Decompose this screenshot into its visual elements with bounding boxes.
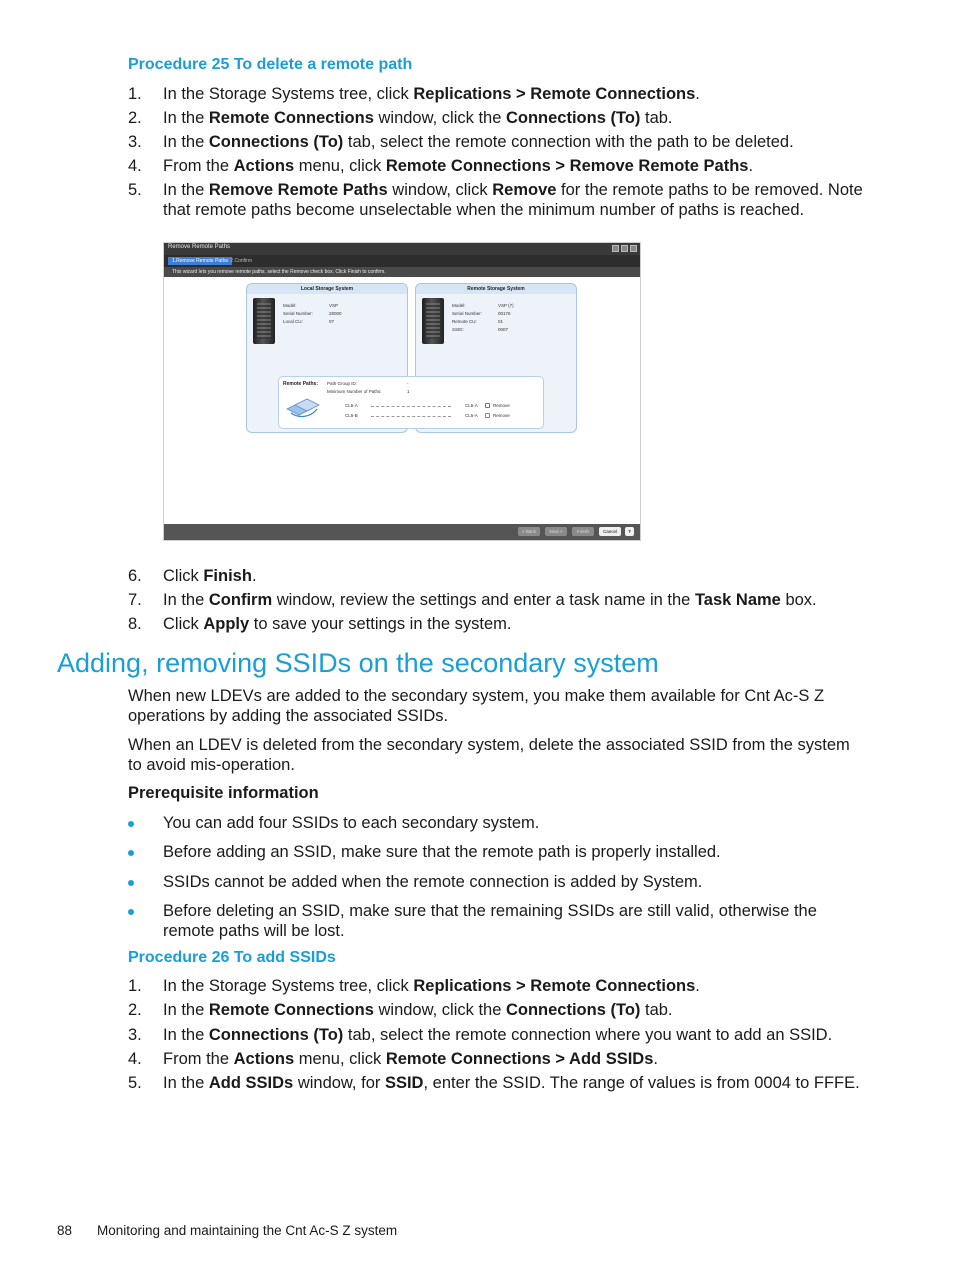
- step-text-run: tab, select the remote connection where you want to add an SSID.: [343, 1026, 833, 1044]
- section-heading: Adding, removing SSIDs on the secondary system: [57, 648, 659, 678]
- next-button[interactable]: Next >: [545, 527, 567, 536]
- step-text-run: In the Storage Systems tree, click: [163, 977, 414, 995]
- step-text-run: .: [695, 977, 700, 995]
- path-group-label: Path Group ID:: [327, 381, 358, 386]
- step-number: 5.: [128, 181, 142, 199]
- step-text-run: menu, click: [294, 1050, 386, 1068]
- step-item: [128, 84, 888, 104]
- step-text-run: .: [653, 1050, 658, 1068]
- list-item-text: Before adding an SSID, make sure that the remote path is properly installed.: [163, 843, 721, 861]
- step-text-run: tab, select the remote connection with the path to be deleted.: [343, 133, 794, 151]
- step-text-run: In the: [163, 591, 209, 609]
- step-text: [163, 590, 878, 610]
- detail-value: VSP (7): [498, 303, 514, 308]
- remove-path-label: Remove: [493, 403, 510, 408]
- wizard-steps: [164, 255, 640, 267]
- finish-button[interactable]: Finish: [572, 527, 594, 536]
- step-number: 2.: [128, 1001, 142, 1019]
- step-number: 2.: [128, 109, 142, 127]
- ui-term: Remove: [492, 181, 557, 199]
- step-text-run: box.: [780, 591, 817, 609]
- step-text: [163, 1000, 878, 1020]
- bullet-icon: [128, 821, 134, 827]
- list-item-text: You can add four SSIDs to each secondary system.: [163, 814, 540, 832]
- minimize-icon[interactable]: [612, 245, 619, 252]
- ui-term: Remote Connections > Add SSIDs: [385, 1050, 654, 1068]
- path-group-value: -: [407, 381, 409, 386]
- ui-term: Connections (To): [505, 1001, 641, 1019]
- window-titlebar: [164, 243, 640, 255]
- ui-term: Connections (To): [208, 1026, 344, 1044]
- remote-port-label: CL5-A: [465, 413, 478, 418]
- step-number: 4.: [128, 157, 142, 175]
- ui-term: Replications > Remote Connections: [413, 85, 696, 103]
- step-text-run: .: [695, 85, 700, 103]
- step-text-run: In the: [163, 1074, 209, 1092]
- page-number: 88: [57, 1223, 73, 1238]
- detail-value: VSP: [329, 303, 339, 308]
- step-number: 5.: [128, 1074, 142, 1092]
- step-text-run: for the remote paths to be removed. Note that remote paths become unselectable when the minimum number of paths is reached.: [163, 181, 863, 219]
- remote-storage-details: [452, 302, 562, 338]
- procedure-25-title: Procedure 25 To delete a remote path: [128, 56, 413, 73]
- step-text-run: tab.: [640, 109, 673, 127]
- section-paragraph: When new LDEVs are added to the secondary system, you make them available for Cnt Ac-S Z operations by adding the associated SSIDs.: [128, 687, 825, 725]
- step-text-run: window, review the settings and enter a task name in the: [272, 591, 695, 609]
- min-paths-label: Minimum Number of Paths:: [327, 389, 382, 394]
- step-text: [163, 180, 878, 220]
- step-text-run: to save your settings in the system.: [249, 615, 512, 633]
- step-text: [163, 1073, 878, 1093]
- window-title: Remove Remote Paths: [168, 244, 231, 250]
- min-paths-value: 1: [407, 389, 410, 394]
- step-text-run: window, click: [387, 181, 493, 199]
- remove-path-label: Remove: [493, 413, 510, 418]
- detail-label: Model:: [452, 303, 466, 308]
- step-text-run: Click: [163, 567, 204, 585]
- step-text-run: In the: [163, 133, 209, 151]
- local-storage-header: Local Storage System: [247, 284, 407, 294]
- remote-paths-panel: [278, 376, 544, 429]
- step-text-run: , enter the SSID. The range of values is from 0004 to FFFE.: [423, 1074, 860, 1092]
- step-item: [128, 1049, 888, 1069]
- step-item: [128, 590, 888, 610]
- remote-path-icon: [285, 393, 321, 421]
- ui-term: Apply: [203, 615, 250, 633]
- step-text-run: menu, click: [294, 157, 386, 175]
- remote-storage-header: Remote Storage System: [416, 284, 576, 294]
- step-text-run: .: [748, 157, 754, 175]
- step-text: [163, 156, 878, 176]
- detail-label: Local CU:: [283, 319, 303, 324]
- step-item: [128, 108, 888, 128]
- step-number: 1.: [128, 977, 142, 995]
- back-button[interactable]: < Back: [518, 527, 540, 536]
- ui-term: Add SSIDs: [208, 1074, 294, 1092]
- step-text-run: In the Storage Systems tree, click: [163, 85, 414, 103]
- storage-server-icon: [422, 298, 444, 344]
- local-port-label: CL5-A: [345, 403, 358, 408]
- detail-label: Model:: [283, 303, 297, 308]
- ui-term: Actions: [233, 157, 295, 175]
- local-storage-details: [283, 302, 393, 332]
- ui-term: Remote Connections: [208, 109, 374, 127]
- step-item: [128, 156, 888, 176]
- step-text-run: In the: [163, 109, 209, 127]
- bullet-icon: [128, 909, 134, 915]
- step-item: [128, 180, 888, 220]
- procedure-26-title: Procedure 26 To add SSIDs: [128, 949, 336, 966]
- step-text-run: From the: [163, 157, 234, 175]
- detail-value: 28000: [329, 311, 342, 316]
- remote-port-label: CL5-A: [465, 403, 478, 408]
- detail-value: 01: [498, 319, 504, 324]
- step-text: [163, 132, 878, 152]
- step-text-run: In the: [163, 1026, 209, 1044]
- cancel-button[interactable]: Cancel: [599, 527, 621, 536]
- ui-term: Confirm: [208, 591, 273, 609]
- wizard-step-remove[interactable]: 1.Remove Remote Paths: [168, 257, 232, 265]
- step-item: [128, 976, 888, 996]
- step-item: [128, 1073, 888, 1093]
- remove-remote-paths-screenshot: [163, 242, 641, 541]
- ui-term: Actions: [233, 1050, 295, 1068]
- detail-label: Remote CU:: [452, 319, 477, 324]
- detail-value: 0007: [498, 327, 509, 332]
- bullet-icon: [128, 880, 134, 886]
- step-item: [128, 566, 888, 586]
- window-controls: [612, 245, 637, 252]
- detail-value: 07: [329, 319, 335, 324]
- step-number: 8.: [128, 615, 142, 633]
- detail-value: 00176: [498, 311, 511, 316]
- ui-term: Connections (To): [208, 133, 344, 151]
- step-text: [163, 108, 878, 128]
- ui-term: Replications > Remote Connections: [413, 977, 696, 995]
- step-text-run: window, click the: [373, 109, 506, 127]
- close-icon[interactable]: [630, 245, 637, 252]
- step-text-run: window, for: [293, 1074, 385, 1092]
- remote-paths-label: Remote Paths:: [283, 381, 319, 387]
- step-number: 3.: [128, 1026, 142, 1044]
- step-number: 3.: [128, 133, 142, 151]
- step-item: [128, 1000, 888, 1020]
- step-text-run: In the: [163, 181, 209, 199]
- step-item: [128, 132, 888, 152]
- detail-label: SSID:: [452, 327, 464, 332]
- wizard-instruction: This wizard lets you remove remote paths. select the Remove check box. Click Finish to confirm.: [164, 267, 640, 277]
- step-text: [163, 1049, 878, 1069]
- bullet-icon: [128, 850, 134, 856]
- wizard-footer: [164, 524, 640, 540]
- list-item: [128, 842, 868, 862]
- footer-text: Monitoring and maintaining the Cnt Ac-S Z system: [97, 1223, 398, 1238]
- step-text-run: tab.: [640, 1001, 673, 1019]
- ui-term: Remote Connections > Remove Remote Paths: [385, 157, 749, 175]
- step-number: 7.: [128, 591, 142, 609]
- path-connector: [371, 416, 451, 417]
- wizard-step-confirm[interactable]: > 2.Confirm: [226, 258, 252, 264]
- help-button[interactable]: ?: [625, 527, 634, 536]
- list-item-text: SSIDs cannot be added when the remote connection is added by System.: [163, 873, 703, 891]
- ui-term: Connections (To): [505, 109, 641, 127]
- ui-term: Remote Connections: [208, 1001, 374, 1019]
- local-port-label: CL5-B: [345, 413, 358, 418]
- list-item: [128, 901, 868, 941]
- ui-term: Finish: [203, 567, 252, 585]
- step-text: [163, 566, 878, 586]
- step-number: 6.: [128, 567, 142, 585]
- prerequisite-heading: Prerequisite information: [128, 784, 319, 802]
- step-text: [163, 614, 878, 634]
- list-item-text: Before deleting an SSID, make sure that the remaining SSIDs are still valid, otherwise the remote paths will be lost.: [163, 902, 817, 940]
- step-item: [128, 614, 888, 634]
- step-text-run: Click: [163, 615, 204, 633]
- step-text-run: window, click the: [373, 1001, 506, 1019]
- detail-label: Serial Number:: [283, 311, 314, 316]
- step-text: [163, 84, 878, 104]
- ui-term: Remove Remote Paths: [208, 181, 388, 199]
- remove-path-checkbox[interactable]: [485, 413, 490, 418]
- step-text-run: From the: [163, 1050, 234, 1068]
- ui-term: SSID: [384, 1074, 424, 1092]
- detail-label: Serial Number:: [452, 311, 483, 316]
- step-text-run: In the: [163, 1001, 209, 1019]
- step-text: [163, 1025, 878, 1045]
- path-connector: [371, 406, 451, 407]
- list-item: [128, 813, 868, 833]
- list-item: [128, 872, 868, 892]
- maximize-icon[interactable]: [621, 245, 628, 252]
- step-number: 4.: [128, 1050, 142, 1068]
- remove-path-checkbox[interactable]: [485, 403, 490, 408]
- step-text: [163, 976, 878, 996]
- step-number: 1.: [128, 85, 142, 103]
- section-paragraph: When an LDEV is deleted from the secondary system, delete the associated SSID from the system to avoid mis-operation.: [128, 736, 850, 774]
- step-item: [128, 1025, 888, 1045]
- step-text-run: .: [251, 567, 257, 585]
- ui-term: Task Name: [694, 591, 781, 609]
- storage-server-icon: [253, 298, 275, 344]
